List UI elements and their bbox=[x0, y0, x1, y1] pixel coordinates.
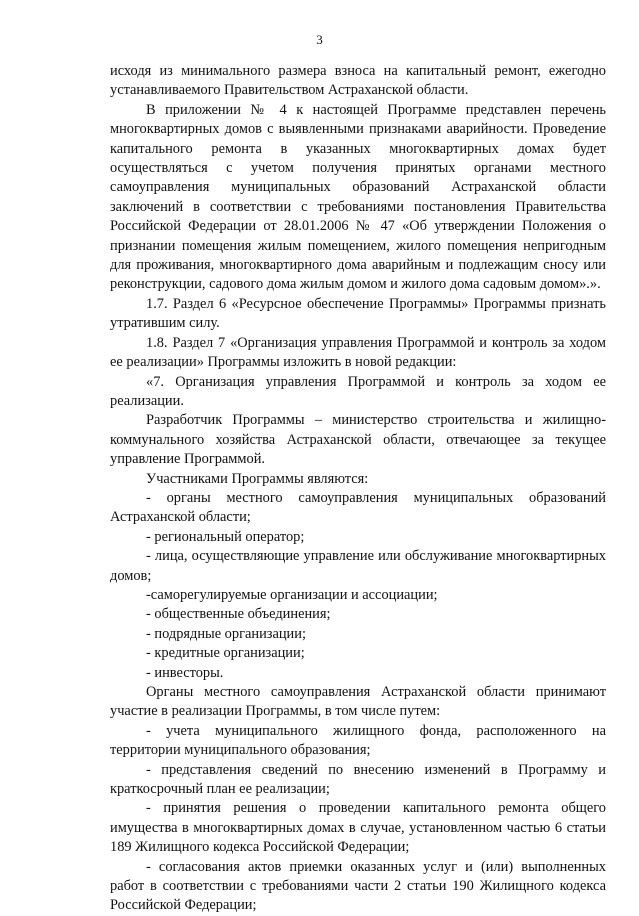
paragraph: - подрядные организации; bbox=[146, 625, 306, 642]
paragraph: - согласования актов приемки оказанных услуг и (или) выполненных работ в соответствии с требованиями части 2 статьи 190 Жилищного кодекса Российской Федерации; bbox=[110, 858, 606, 914]
paragraph: - лица, осуществляющие управление или обслуживание многоквартирных домов; bbox=[110, 548, 606, 584]
paragraph: Разработчик Программы – министерство строительства и жилищно-коммунального хозяйства Астраханской области, отвечающее за текущее управление Программой. bbox=[110, 412, 606, 468]
paragraph: - кредитные организации; bbox=[146, 645, 305, 662]
paragraph: -саморегулируемые организации и ассоциации; bbox=[146, 586, 438, 603]
paragraph: - учета муниципального жилищного фонда, расположенного на территории муниципального образования; bbox=[110, 722, 606, 759]
document-body bbox=[110, 62, 606, 916]
paragraph: - общественные объединения; bbox=[146, 606, 331, 623]
paragraph: Участниками Программы являются: bbox=[146, 470, 369, 487]
page-number: 3 bbox=[316, 32, 323, 47]
paragraph: - представления сведений по внесению изменений в Программу и краткосрочный план ее реализации; bbox=[110, 761, 606, 798]
paragraph: исходя из минимального размера взноса на капитальный ремонт, ежегодно устанавливаемого Правительством Астраханской области. bbox=[110, 63, 606, 99]
paragraph: 1.7. Раздел 6 «Ресурсное обеспечение Программы» Программы признать утратившим силу. bbox=[110, 295, 606, 332]
paragraph: - региональный оператор; bbox=[146, 528, 305, 545]
paragraph: - органы местного самоуправления муниципальных образований Астраханской области; bbox=[110, 489, 606, 526]
paragraph: «7. Организация управления Программой и контроль за ходом ее реализации. bbox=[110, 373, 606, 409]
paragraph: - принятия решения о проведении капитального ремонта общего имущества в многоквартирных домах в случае, установленном частью 6 статьи 189 Жилищного кодекса Российской Федерации; bbox=[110, 800, 606, 856]
paragraph: - инвесторы. bbox=[146, 664, 224, 681]
paragraph: Органы местного самоуправления Астраханской области принимают участие в реализации Программы, в том числе путем: bbox=[110, 684, 606, 720]
paragraph: 1.8. Раздел 7 «Организация управления Программой и контроль за ходом ее реализации» Программы изложить в новой редакции: bbox=[110, 334, 606, 371]
paragraph: В приложении № 4 к настоящей Программе представлен перечень многоквартирных домов с выявленными признаками аварийности. Проведение капитального ремонта в указанных многоквартирных домах будет осуществляться с учетом получения принятых органами местного самоуправления муниципальных образований Астраханской области заключений в соответствии с требованиями постановления Правительства Российской Федерации от 28.01.2006 № 47 «Об утверждении Положения о признании помещения жилым помещением, жилого помещения непригодным для проживания, многоквартирного дома аварийным и подлежащим сносу или реконструкции, садового дома жилым домом и жилого дома садовым домом».». bbox=[110, 101, 606, 293]
